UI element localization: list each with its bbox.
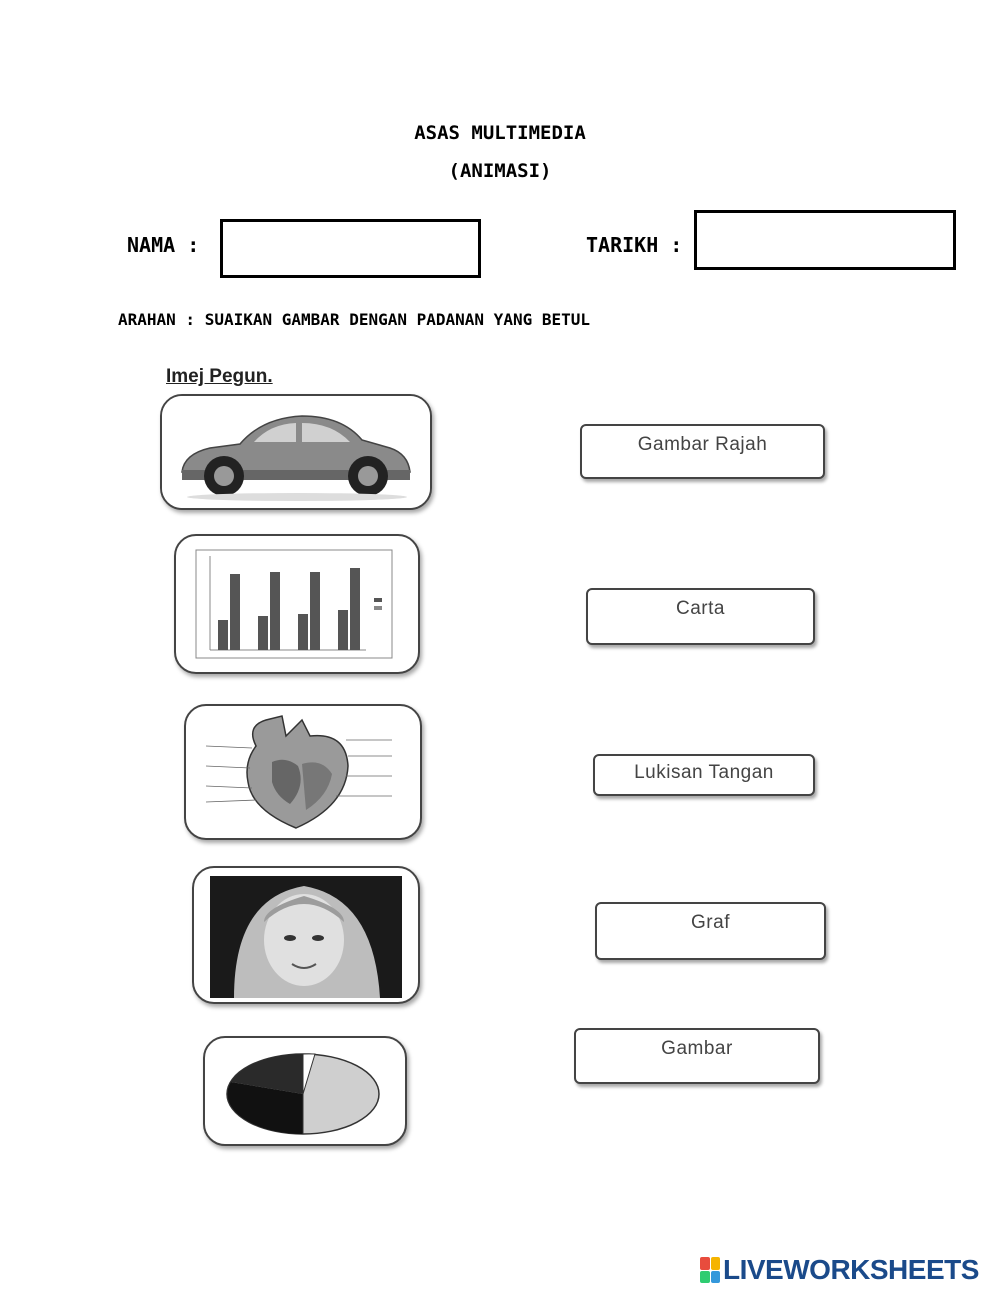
pie-chart-icon	[205, 1038, 407, 1146]
car-icon	[162, 396, 432, 510]
name-label: NAMA :	[127, 233, 200, 257]
instruction-text: ARAHAN : SUAIKAN GAMBAR DENGAN PADANAN YANG BETUL	[118, 310, 591, 329]
name-field[interactable]	[220, 219, 481, 278]
car-image-card	[160, 394, 432, 510]
answer-box-gambar[interactable]	[574, 1028, 820, 1084]
answer-box-lukisan-tangan[interactable]	[593, 754, 815, 796]
pie-chart-image-card	[203, 1036, 407, 1146]
answer-label: Graf	[691, 912, 730, 933]
heart-image-card	[184, 704, 422, 840]
date-label: TARIKH :	[586, 233, 683, 257]
answer-label: Gambar Rajah	[637, 434, 768, 455]
answer-label: Carta	[676, 598, 725, 619]
answer-box-graf[interactable]	[595, 902, 826, 960]
bar-chart-icon	[176, 536, 420, 674]
portrait-photo-icon	[194, 868, 420, 1004]
bar-chart-image-card	[174, 534, 420, 674]
heart-diagram-icon	[186, 706, 422, 840]
worksheet-subtitle: (ANIMASI)	[448, 160, 552, 182]
portrait-image-card	[192, 866, 420, 1004]
liveworksheets-icon	[700, 1257, 720, 1283]
answer-label: Lukisan Tangan	[634, 762, 774, 783]
answer-label: Gambar	[661, 1038, 733, 1059]
brand-name: LIVEWORKSHEETS	[723, 1254, 979, 1285]
date-field[interactable]	[694, 210, 956, 270]
liveworksheets-logo	[700, 1254, 979, 1286]
section-title: Imej Pegun.	[166, 366, 273, 387]
answer-box-carta[interactable]	[586, 588, 815, 645]
worksheet-title: ASAS MULTIMEDIA	[414, 122, 586, 144]
answer-box-gambar-rajah[interactable]	[580, 424, 825, 479]
